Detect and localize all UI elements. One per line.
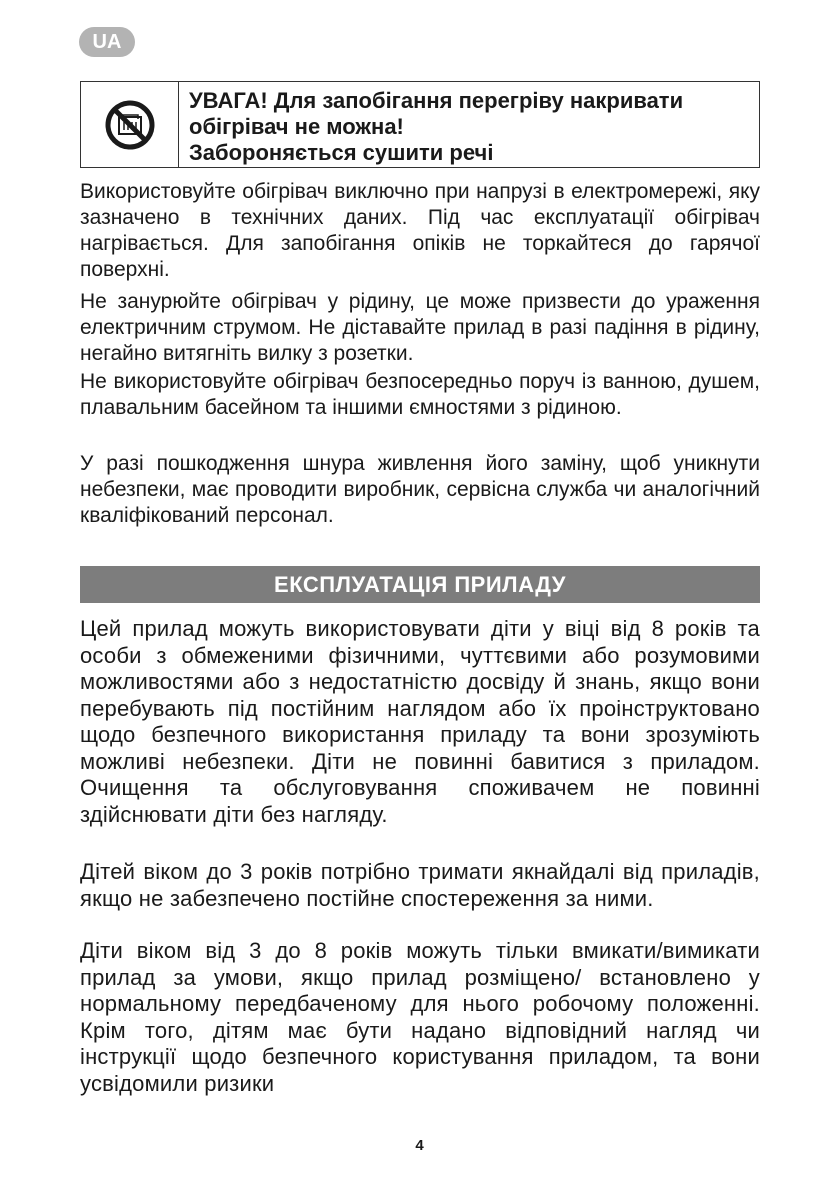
paragraph-children-3: Дітей віком до 3 років потрібно тримати якнайдалі від приладів, якщо не забезпечено постійне спостереження за ними. <box>80 859 760 911</box>
warning-line-1: УВАГА! Для запобігання перегріву накривати <box>189 88 684 113</box>
language-badge: UA <box>79 27 135 57</box>
warning-line-2: обігрівач не можна! <box>189 114 404 139</box>
no-cover-heater-icon <box>102 97 158 153</box>
warning-text <box>179 82 683 167</box>
paragraph-power-cord: У разі пошкодження шнура живлення його заміну, щоб уникнути небезпеки, має проводити виробник, сервісна служба чи аналогічний кваліфікований персонал. <box>80 452 760 527</box>
paragraph-bath: Не використовуйте обігрівач безпосередньо поруч із ванною, душем, плавальним басейном та іншими ємностями з рідиною. <box>80 370 760 419</box>
paragraph-voltage: Використовуйте обігрівач виключно при напрузі в електромережі, яку зазначено в технічних даних. Під час експлуатації обігрівач нагрівається. Для запобігання опіків не торкайтеся до гарячої поверхні. <box>80 180 760 281</box>
section-title: ЕКСПЛУАТАЦІЯ ПРИЛАДУ <box>80 566 760 603</box>
paragraph-liquid: Не занурюйте обігрівач у рідину, це може призвести до ураження електричним струмом. Не діставайте прилад в разі падіння в рідину, негайно витягніть вилку з розетки. <box>80 290 760 365</box>
warning-icon-cell <box>81 82 179 167</box>
paragraph-children-8: Цей прилад можуть використовувати діти у віці від 8 років та особи з обмеженими фізичними, чуттєвими або розумовими можливостями або з недостатністю досвіду й знань, якщо вони перебувають під постійним наглядом або їх проінструктовано щодо безпечного використання приладу та вони зрозуміють можливі небезпеки. Діти не повинні бавитися з приладом. Очищення та обслуговування споживачем не повинні здійснювати діти без нагляду. <box>80 616 760 827</box>
warning-box <box>80 81 760 168</box>
warning-line-3: Забороняється сушити речі <box>189 140 494 165</box>
page-number: 4 <box>415 1137 424 1154</box>
paragraph-children-3-8: Діти віком від 3 до 8 років можуть тільки вмикати/вимикати прилад за умови, якщо прилад розміщено/ встановлено у нормальному передбаченому для нього робочому положенні. Крім того, дітям має бути надано відповідний нагляд чи інструкції щодо безпечного користування приладом, та вони усвідомили ризики <box>80 938 760 1096</box>
